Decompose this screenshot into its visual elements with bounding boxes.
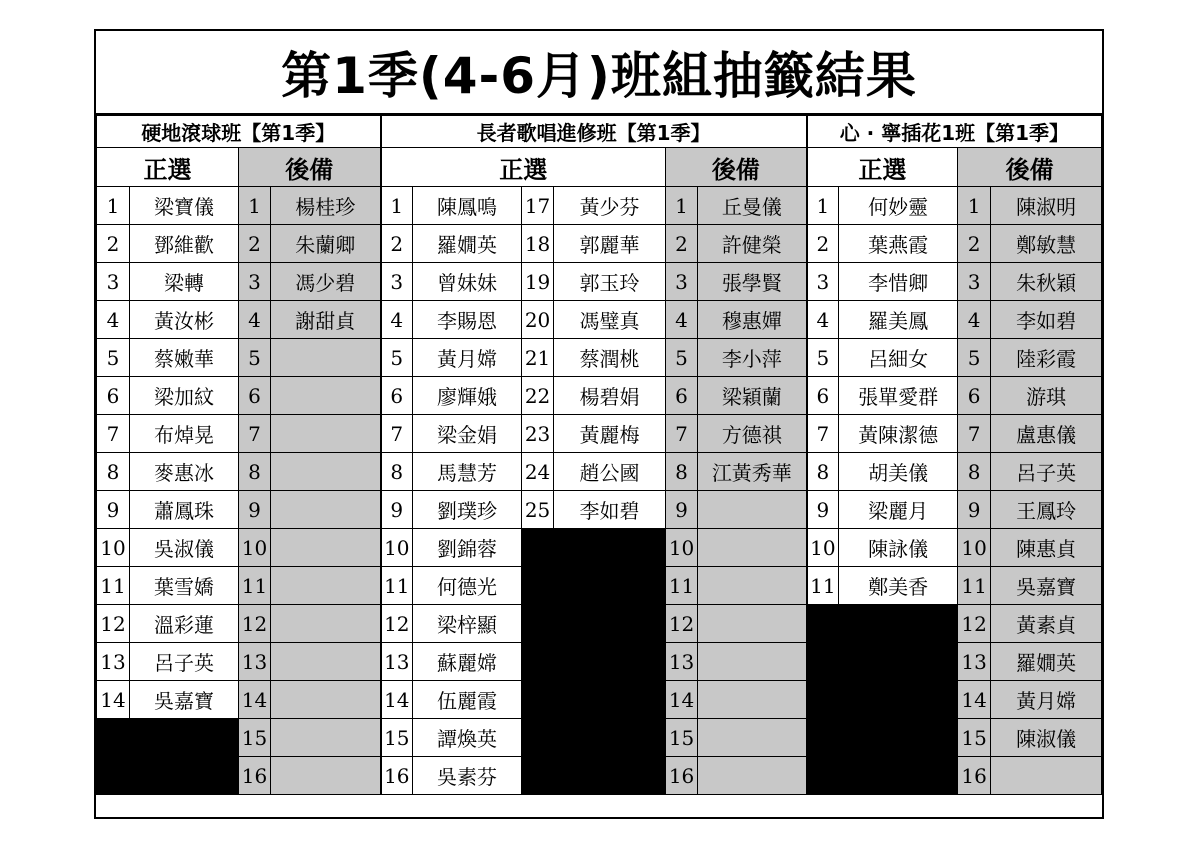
floral-backup-name: [991, 757, 1102, 795]
floral-backup-number: 7: [958, 415, 991, 453]
singing-main-number: 13: [381, 643, 413, 681]
boccia-main-number: 7: [97, 415, 130, 453]
singing-backup-name: [698, 643, 807, 681]
singing-main-number: 25: [522, 491, 554, 529]
boccia-main-number: 1: [97, 187, 130, 225]
singing-backup-name: [698, 567, 807, 605]
singing-main-name: 郭玉玲: [554, 263, 666, 301]
floral-main-number: 2: [807, 225, 839, 263]
floral-backup-number: 6: [958, 377, 991, 415]
floral-backup-number: 1: [958, 187, 991, 225]
singing-main-number: 17: [522, 187, 554, 225]
floral-backup-name: 吳嘉寶: [991, 567, 1102, 605]
boccia-main-number: 5: [97, 339, 130, 377]
floral-main-name: 葉燕霞: [839, 225, 958, 263]
boccia-backup-name: [271, 415, 381, 453]
singing-backup-number: 13: [666, 643, 698, 681]
boccia-main-name: 布焯晃: [130, 415, 239, 453]
singing-main-name: 蘇麗嫦: [413, 643, 522, 681]
boccia-main-number: 14: [97, 681, 130, 719]
floral-backup-name: 呂子英: [991, 453, 1102, 491]
boccia-backup-name: 朱蘭卿: [271, 225, 381, 263]
floral-main-number: 9: [807, 491, 839, 529]
boccia-main-name: 鄧維歡: [130, 225, 239, 263]
floral-backup-number: 8: [958, 453, 991, 491]
singing-backup-name: 方德祺: [698, 415, 807, 453]
singing-main-name: 羅嫺英: [413, 225, 522, 263]
singing-backup-number: 14: [666, 681, 698, 719]
floral-backup-number: 12: [958, 605, 991, 643]
boccia-backup-number: 13: [239, 643, 271, 681]
floral-main-number: 4: [807, 301, 839, 339]
boccia-backup-number: 1: [239, 187, 271, 225]
table-row: [97, 529, 1102, 567]
floral-backup-number: 15: [958, 719, 991, 757]
boccia-backup-name: [271, 529, 381, 567]
table-row: [97, 377, 1102, 415]
singing-backup-name: 梁穎蘭: [698, 377, 807, 415]
floral-backup-number: 2: [958, 225, 991, 263]
floral-backup-number: 9: [958, 491, 991, 529]
singing-main-number: 7: [381, 415, 413, 453]
boccia-main-name: 葉雪嬌: [130, 567, 239, 605]
singing-main-number: 20: [522, 301, 554, 339]
floral-backup-number: 14: [958, 681, 991, 719]
singing-backup-name: 張學賢: [698, 263, 807, 301]
singing-main-number: 4: [381, 301, 413, 339]
floral-main-number: 5: [807, 339, 839, 377]
table-row: [97, 453, 1102, 491]
singing-backup-header: 後備: [666, 148, 807, 187]
singing-main-name: 劉錦蓉: [413, 529, 522, 567]
page-title: 第1季(4-6月)班組抽籤結果: [96, 31, 1102, 115]
boccia-backup-number: 15: [239, 719, 271, 757]
singing-main-name: 趙公國: [554, 453, 666, 491]
table-row: [97, 263, 1102, 301]
floral-main-name: 何妙靈: [839, 187, 958, 225]
table-row: [97, 339, 1102, 377]
class-title-boccia: 硬地滾球班【第1季】: [97, 116, 381, 148]
class-title-singing: 長者歌唱進修班【第1季】: [381, 116, 807, 148]
singing-backup-number: 1: [666, 187, 698, 225]
floral-main-number: 10: [807, 529, 839, 567]
boccia-backup-number: 12: [239, 605, 271, 643]
section-header-row: [97, 148, 1102, 187]
floral-backup-header: 後備: [958, 148, 1102, 187]
boccia-main-name: 吳淑儀: [130, 529, 239, 567]
boccia-main-number: 6: [97, 377, 130, 415]
boccia-main-number: 10: [97, 529, 130, 567]
floral-main-number: 3: [807, 263, 839, 301]
singing-backup-number: 2: [666, 225, 698, 263]
singing-backup-number: 12: [666, 605, 698, 643]
singing-backup-name: 江黃秀華: [698, 453, 807, 491]
singing-main-number: 15: [381, 719, 413, 757]
singing-backup-name: [698, 757, 807, 795]
floral-backup-name: 陳惠貞: [991, 529, 1102, 567]
boccia-main-name: 蔡嫩華: [130, 339, 239, 377]
floral-main-number: 6: [807, 377, 839, 415]
singing-main-name: 陳鳳鳴: [413, 187, 522, 225]
boccia-backup-name: 馮少碧: [271, 263, 381, 301]
singing-backup-name: [698, 681, 807, 719]
singing-main-name: 李賜恩: [413, 301, 522, 339]
floral-main-number: 11: [807, 567, 839, 605]
boccia-backup-name: [271, 339, 381, 377]
singing-main-name: 黃麗梅: [554, 415, 666, 453]
singing-main-name: 黃少芬: [554, 187, 666, 225]
floral-main-header: 正選: [807, 148, 958, 187]
floral-main-name: 李惜卿: [839, 263, 958, 301]
singing-main-number: 16: [381, 757, 413, 795]
boccia-main-name: 梁加紋: [130, 377, 239, 415]
boccia-backup-number: 14: [239, 681, 271, 719]
floral-backup-name: 朱秋穎: [991, 263, 1102, 301]
floral-backup-name: 李如碧: [991, 301, 1102, 339]
floral-backup-name: 黃素貞: [991, 605, 1102, 643]
singing-main-name: 馬慧芳: [413, 453, 522, 491]
singing-main-number: 9: [381, 491, 413, 529]
boccia-backup-number: 6: [239, 377, 271, 415]
boccia-main-number: 13: [97, 643, 130, 681]
singing-main-number: 11: [381, 567, 413, 605]
boccia-main-name: 梁轉: [130, 263, 239, 301]
boccia-main-name: 溫彩蓮: [130, 605, 239, 643]
singing-backup-number: 16: [666, 757, 698, 795]
singing-backup-number: 7: [666, 415, 698, 453]
singing-main-name: 蔡潤桃: [554, 339, 666, 377]
boccia-backup-number: 4: [239, 301, 271, 339]
boccia-main-name: 呂子英: [130, 643, 239, 681]
singing-backup-name: [698, 491, 807, 529]
boccia-backup-name: [271, 491, 381, 529]
singing-main-name: 梁梓顯: [413, 605, 522, 643]
floral-backup-name: 羅嫺英: [991, 643, 1102, 681]
singing-main-name: 劉璞珍: [413, 491, 522, 529]
boccia-main-number: 3: [97, 263, 130, 301]
boccia-backup-number: 5: [239, 339, 271, 377]
boccia-backup-name: [271, 567, 381, 605]
singing-backup-number: 15: [666, 719, 698, 757]
singing-main-name: 李如碧: [554, 491, 666, 529]
boccia-backup-name: [271, 681, 381, 719]
singing-main-number: 10: [381, 529, 413, 567]
boccia-backup-header: 後備: [239, 148, 381, 187]
boccia-main-number: 12: [97, 605, 130, 643]
singing-main-number: 14: [381, 681, 413, 719]
floral-main-number: 8: [807, 453, 839, 491]
boccia-backup-name: 謝甜貞: [271, 301, 381, 339]
draw-results-sheet: [94, 29, 1104, 819]
singing-main-number: 23: [522, 415, 554, 453]
boccia-backup-number: 2: [239, 225, 271, 263]
singing-backup-name: 丘曼儀: [698, 187, 807, 225]
floral-main-name: 張單愛群: [839, 377, 958, 415]
floral-backup-name: 游琪: [991, 377, 1102, 415]
floral-backup-name: 陳淑儀: [991, 719, 1102, 757]
singing-main-number: 21: [522, 339, 554, 377]
class-title-floral: 心 · 寧插花1班【第1季】: [807, 116, 1102, 148]
boccia-backup-number: 3: [239, 263, 271, 301]
floral-backup-number: 10: [958, 529, 991, 567]
singing-backup-number: 10: [666, 529, 698, 567]
singing-main-number: 12: [381, 605, 413, 643]
boccia-main-number: 9: [97, 491, 130, 529]
singing-main-name: 梁金娟: [413, 415, 522, 453]
boccia-main-name: 麥惠冰: [130, 453, 239, 491]
boccia-main-number: 8: [97, 453, 130, 491]
singing-main-name: 郭麗華: [554, 225, 666, 263]
singing-main-name: 曾妹妹: [413, 263, 522, 301]
singing-main-number: 24: [522, 453, 554, 491]
draw-results-table: [96, 115, 1102, 795]
singing-main-name: 何德光: [413, 567, 522, 605]
floral-backup-name: 鄭敏慧: [991, 225, 1102, 263]
singing-backup-name: [698, 605, 807, 643]
singing-main-header: 正選: [381, 148, 666, 187]
singing-backup-name: 李小萍: [698, 339, 807, 377]
floral-main-name: 黃陳潔德: [839, 415, 958, 453]
singing-backup-name: 穆惠嬋: [698, 301, 807, 339]
boccia-backup-name: 楊桂珍: [271, 187, 381, 225]
floral-main-name: 胡美儀: [839, 453, 958, 491]
floral-backup-name: 陳淑明: [991, 187, 1102, 225]
singing-main-name: 楊碧娟: [554, 377, 666, 415]
floral-main-name: 陳詠儀: [839, 529, 958, 567]
singing-backup-name: [698, 719, 807, 757]
floral-backup-number: 11: [958, 567, 991, 605]
floral-backup-number: 5: [958, 339, 991, 377]
boccia-backup-name: [271, 605, 381, 643]
singing-backup-number: 3: [666, 263, 698, 301]
singing-main-number: 22: [522, 377, 554, 415]
singing-backup-number: 6: [666, 377, 698, 415]
singing-main-number: 8: [381, 453, 413, 491]
boccia-backup-number: 9: [239, 491, 271, 529]
class-title-row: [97, 116, 1102, 148]
table-row: [97, 301, 1102, 339]
floral-backup-number: 16: [958, 757, 991, 795]
boccia-main-name: 梁寶儀: [130, 187, 239, 225]
singing-backup-name: 許健榮: [698, 225, 807, 263]
singing-backup-number: 4: [666, 301, 698, 339]
floral-backup-name: 黃月嫦: [991, 681, 1102, 719]
boccia-main-name: 黃汝彬: [130, 301, 239, 339]
boccia-main-header: 正選: [97, 148, 239, 187]
floral-main-empty: [807, 605, 958, 795]
singing-main-number: 18: [522, 225, 554, 263]
boccia-main-empty: [97, 719, 239, 795]
boccia-backup-name: [271, 719, 381, 757]
singing-backup-number: 5: [666, 339, 698, 377]
floral-backup-number: 4: [958, 301, 991, 339]
floral-main-name: 呂細女: [839, 339, 958, 377]
floral-main-name: 羅美鳳: [839, 301, 958, 339]
table-row: [97, 225, 1102, 263]
floral-backup-name: 盧惠儀: [991, 415, 1102, 453]
boccia-backup-name: [271, 643, 381, 681]
table-row: [97, 415, 1102, 453]
singing-main-name: 吳素芬: [413, 757, 522, 795]
floral-main-number: 7: [807, 415, 839, 453]
singing-backup-number: 11: [666, 567, 698, 605]
singing-main-name: 黃月嫦: [413, 339, 522, 377]
singing-backup-name: [698, 529, 807, 567]
singing-main-number: 5: [381, 339, 413, 377]
floral-backup-number: 13: [958, 643, 991, 681]
singing-main-name: 譚煥英: [413, 719, 522, 757]
boccia-main-number: 4: [97, 301, 130, 339]
floral-main-name: 梁麗月: [839, 491, 958, 529]
floral-backup-number: 3: [958, 263, 991, 301]
boccia-backup-number: 16: [239, 757, 271, 795]
singing-backup-number: 8: [666, 453, 698, 491]
boccia-backup-number: 7: [239, 415, 271, 453]
singing-backup-number: 9: [666, 491, 698, 529]
boccia-backup-name: [271, 453, 381, 491]
boccia-main-name: 吳嘉寶: [130, 681, 239, 719]
table-row: [97, 187, 1102, 225]
floral-backup-name: 陸彩霞: [991, 339, 1102, 377]
singing-main-empty: [522, 529, 666, 795]
singing-main-number: 19: [522, 263, 554, 301]
singing-main-name: 馮璧真: [554, 301, 666, 339]
singing-main-number: 1: [381, 187, 413, 225]
floral-main-number: 1: [807, 187, 839, 225]
floral-backup-name: 王鳳玲: [991, 491, 1102, 529]
boccia-main-number: 11: [97, 567, 130, 605]
boccia-main-number: 2: [97, 225, 130, 263]
boccia-backup-number: 8: [239, 453, 271, 491]
boccia-backup-name: [271, 757, 381, 795]
singing-main-number: 6: [381, 377, 413, 415]
boccia-backup-number: 11: [239, 567, 271, 605]
boccia-backup-number: 10: [239, 529, 271, 567]
table-row: [97, 491, 1102, 529]
singing-main-name: 伍麗霞: [413, 681, 522, 719]
floral-main-name: 鄭美香: [839, 567, 958, 605]
boccia-main-name: 蕭鳳珠: [130, 491, 239, 529]
singing-main-name: 廖輝娥: [413, 377, 522, 415]
singing-main-number: 3: [381, 263, 413, 301]
singing-main-number: 2: [381, 225, 413, 263]
boccia-backup-name: [271, 377, 381, 415]
